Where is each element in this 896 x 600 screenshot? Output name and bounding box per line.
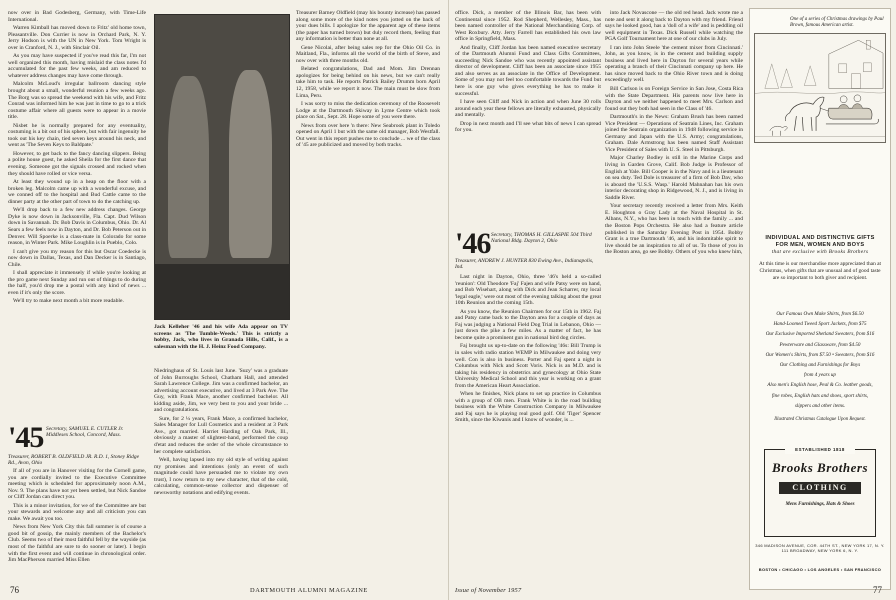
class-45-treasurer: Treasurer, ROBERT B. OLDFIELD JR. R.D. 1, Stoney Ridge Rd., Avon, Ohio [8,454,139,467]
right-column-1-lower [455,274,601,582]
left-col3-p7: I was sorry to miss the dedication ceremony of the Roosevelt Lodge at the Dartmouth Skiway in Lyme Centre which took place on Sat., Sept. 28. Hope some of you were there. [296,101,440,121]
ad-gift-item: slippers and other items. [794,402,846,409]
class-45-p3: News from New York City this fall summer is of course a good bit of gossip, the mainly members of the Bachelor's Club. Seems two of their most faithful fell by the wayside (as most of the faithful are sure to do sooner or later). I begin with the first event and will continue in chronological order. Jim MacPherson married Miss Ellen [8,524,146,564]
ad-address: 346 MADISON AVENUE, COR. 44TH ST., NEW YORK 17, N. Y. 111 BROADWAY, NEW YORK 6, N. Y. [755,543,885,554]
right-col2-p1: Last night in Dayton, Ohio, three '46's held a so-called 'reunion': Old Theodore 'Faj' Fajen and wife Patsy were on hand, and Bob Wisehart, along with Dick and Jean Scharrer, my local 'legal eagle,' were out most of the evening talking about the great 10th Reunion and the coming 15th. [455,274,601,307]
ad-gift-item: Our Clothing and Furnishings for Boys [779,362,861,369]
right-col3-p2: I ran into John Steele 'the cement mixer from Cincinnati.' John, as you know, is in the cement and building supply business and lived here in Dayton for several years while operating a branch of their Cincinnati company up here. He has since moved back to the Ohio River town and is doing exceedingly well. [605,44,743,84]
class-45-p1: If all of you are in Hanover visiting for the Cornell game, you are cordially invited to the Executive Committee meeting which is scheduled for approximately noon A.M., Nov. 9. The plans have not yet been settled, but Nick Sandoe or Cliff Jordan can direct you. [8,468,146,501]
left-col1-p3: As you may have suspected if you've read this far, I'm not well organized this month, having mislaid the class notes I'd accumulated for the past few weeks, and am reduced to whatever address changes may have come through. [8,53,146,79]
left-col3-p6: Belated congratulations, Dad and Mom. Jim Drennan apologizes for being behind on his news, but we can't really take him to task. He reports Patrick Bailey Drumm born April 12, 1958, while we report it now. The main must be slow from Lima, Peru. [296,66,440,99]
class-45-p2: This is a minor invitation, for we of the Committee are but your stewards and welcome any and all criticism you can make. We await you too. [8,502,146,522]
ad-gift-list [754,309,886,411]
clothing-banner: CLOTHING [779,482,861,494]
class-46-secretary: Secretary, THOMAS H. GILLASPIE 504 Third National Bldg. Dayton 2, Ohio [491,232,592,245]
left-col2-p4: We'll drop back to a few new address changes. George Dyke is now down in Jacksonville, Fla. Capt. Dud Wilson down in Savannah. Dr. Bob Davis in Columbus, Ohio. Dr. Al Sears a few feels now in Dayton, and Dr. Bob Peterson out in Denver. Will Spoerke is a class-mate in Colorado for some reason, in Winter Park. Mike Loughlin is in Pueblo, Colo. [8,207,146,247]
right-col1-p1: office. Dick, a member of the Illinois Bar, has been with Continental since 1952. Rod Shepherd, Wellesley, Mass., has been named controller of the National Merchandising Corp. of West Roxbury. Atty. Jerry Farrell has established his own law office in Springfield, Mass. [455,10,601,43]
ad-headline-line3: that are exclusive with Brooks Brothers [771,249,869,255]
ad-illustration-note: One of a series of Christmas drawings by Paul Brown, famous American artist. [790,17,884,28]
christmas-drawing [754,33,886,143]
left-col3-p4: Treasurer Barney Oldfield (may his bounty increase) has passed along some more of the kind notes you jotted on the back of your dues bills. I apologize for the apparent age of these items (the paper has turned brown) but duly record them, feeling that any information is better than none at all. [296,10,440,43]
left-col2-p3: At least they wound up in a heap on the floor with a broken leg. Malcolm came up with a wonderful excuse, and we conned off to the hospital and Bud Cattle came to the dinner party at the other part of town to do the catching up. [8,179,146,205]
left-col1-p2: Warren Kimball has moved down to Fritz' old home town, Pleasantville. Don Currier is now in Orchard Park, N. Y. Jerry Hodson is with the UN in New York. Tom Wright is over in Cranford, N. J., with Sinclair Oil. [8,25,146,51]
right-col3-p3: Bill Carlson is on Foreign Service in San Jose, Costa Rica with the State Department. His parents now live here in Dayton and we neither happened to meet Mrs. Carlson and found out they both had seen in the Class of '46. [605,86,743,112]
left-col2-p6: I shall appreciate it immensely if while you're looking at the pro game next Sunday and run out of things to do during the half, you'd drop me a postal with any kind of news ... even if it's only the score. [8,270,146,296]
left-column-1 [8,10,146,428]
left-col3-p2: Sure, for 2 ¼ years, Frank Mace, a confirmed bachelor, Sales Manager for Lull Cosmetics and a resident at 3 Park Ave., got married. Harriet Harding of Oak Park, Ill., obviously a master of slightest-hand, performed the coup d'etat and reduces the order of the whole circumstance to her complete satisfaction. [154,415,288,455]
right-col1-p2: And finally, Cliff Jordan has been named executive secretary of the Dartmouth Alumni Fund and Class Gifts Committees, succeeding Nick Sandoe who was recently appointed assistant director of development. Cliff has been an associate since 1955 and also serves as an associate in the Office of Development. Some of you may not feel too comfortable towards the Fund but here is one guy who gives everything he has to make it successful. [455,44,601,97]
ad-headline-line1: INDIVIDUAL AND DISTINCTIVE GIFTS [765,235,875,241]
ad-gift-item: Also men's English hose, Peal & Co. leather goods, [767,382,873,389]
left-column-1-lower [8,468,146,582]
ad-intro: At this time is our merchandise more appreciated than at Christmas, when gifts that are unusual and of good taste are so important to both giver and recipient. [759,261,881,282]
photo-caption: Jack Kelleher '46 and his wife Ada appear on TV screens as 'The Tumble-Weeds.' This is strictly a hobby, Jack, who lives in Granada Hills, Calif., is a salesman with the H. J. Heinz Food Company. [154,324,288,350]
ad-cities: BOSTON • CHICAGO • LOS ANGELES • SAN FRANCISCO [758,567,882,572]
established-label: ESTABLISHED 1818 [785,445,855,454]
brooks-brothers-logo [764,449,876,537]
right-page [448,0,896,600]
class-45-year: '45 [8,421,44,454]
right-col2-p3: Faj brought us up-to-date on the following '46s: Bill Trump is in sales with radio station WEMP in Milwaukee and doing very well. Con is also in business. Porter and Faj spent a night in Columbus with Nick and Scott Voris. Nick is an M.D. and is taking his residency in obstetrics and gynecology at Ohio State University Medical School and this year is working on a grant from the American Heart Association. [455,343,601,389]
left-col3-p5: Gene Nicolai, after being sales rep for the Ohio Oil Co. in Maitland, Fla., informs all the world of the birth of Steve, and now over with three months old. [296,44,440,64]
right-column-2 [605,10,743,582]
right-col3-p1: into Jack Novascone — the old red head. Jack wrote me a note and sent it along back to Dayton with my friend. Friend says he looked good, has a 'doll of a wife' and is peddling oil well equipment in Texas. Dick Russell while watching the PGA Golf Tournament here at one of our clubs in July. [605,10,743,43]
left-col2-p5: I can't give you my reason for this but Oscar Coedecke is now down in Dallas, Texas, and Dan Decker is in Santiago, Chile. [8,248,146,268]
left-column-3 [296,10,440,582]
ad-gift-item: fine robes, English hats and shoes, sport shirts, [771,392,869,399]
brooks-brothers-ad [749,8,891,590]
ad-gift-item: Pewterware and Glassware, from $4.50 [779,341,861,348]
right-col1-p4: Drop in next month and I'll see what bits of news I can spread for you. [455,120,601,134]
right-col2-p2: As you know, the Reunion Chairmen for our 15th in 1962. Faj and Patsy came back to the Dayton area for a couple of days as Faj was judging a National Field Dog Trial in Lebanon, Ohio — just down the pike a few miles. As a matter of fact, he has become quite a prominent gun in national bird dog circles. [455,308,601,341]
right-col1-p3: I have seen Cliff and Nick in action and when June 30 rolls around each year these fellows are literally exhausted, physically and mentally. [455,99,601,119]
ad-headline-line2: FOR MEN, WOMEN AND BOYS [775,242,865,248]
ad-headline [754,235,886,256]
page-number-left: 76 [10,585,19,595]
issue-date: Issue of November 1957 [455,587,522,594]
ad-catalogue-note: Illustrated Christmas Catalogue Upon Request. [774,417,866,422]
left-column-2-lower [154,368,288,582]
right-col3-p6: Your secretary recently received a letter from Mrs. Keith E. Houghton o Gray Lady at the Naval Hospital in St. Albans, N.Y., who has been in touch with the family ... and the Boston Pops Orchestra. He also had a feature article published in the Saturday Evening Post in 1954. Bobby Grant is a true Dartmouth '46, and his indomitable spirit to live should be an inspiration to all of us. To those of you in the Boston area, go see Bobby. Others of you who knew him, [605,203,743,256]
right-col2-p4: When he finishes, Nick plans to set up practice in Columbus with a group of OB men. Frank White is in the road building business with the White Construction Company in Milwaukee and Faj says he is playing real good golf. Old 'Tiger' Spencer Smith, since the Kiwanis and I know of wonder, is ... [455,391,601,424]
ad-gift-item: Our Women's Shirts, from $7.50 • Sweaters, from $16 [765,351,875,358]
ad-gift-item: Hand-Loomed Tweed Sport Jackets, from $75 [773,321,867,328]
photo-tumble-weeds [154,14,290,320]
right-col3-p5: Major Charley Bodley is still in the Marine Corps and living in Garden Grove, Calif. Bob Judge is Professor of English at Yale. Bill Cooper is in the Navy and is a lieutenant on sea duty. Ted Dole is treasurer of a firm of Bob Dav, who is aboard the 'U.S.S. Wasp.' Harold Mahnahan has his own interior decorating shop in Ridgewood, N. J., and is living in Saddle River. [605,155,743,201]
class-45-secretary: Secretary, SAMUEL E. CUTLER Jr. Middlesex School, Concord, Mass. [46,426,124,439]
right-col3-p4: Dartmouth's in the News: Graham Brush has been named Vice President — Operations of Seatrain Lines, Inc. Graham joined the Seatrain organization in 1948 following service in Germany and Japan with the U.S. Army; congratulations, Graham. Dale Armstrong has been named Staff Assistant Vice President of Sales with U. S. Steel in Pittsburgh. [605,114,743,153]
left-col3-p1: Niedringhaus of St. Louis last June. 'Suzy' was a graduate of John Burroughs School, Chatham Hall, and attended Sarah Lawrence College. Jim was a confirmed bachelor, an advertising account executive, and lived at 3 Park Ave. The Guy, with Frank Mace, another confirmed bachelor. All kidding aside, Jim, we very best to you and your bride ... and congratulations. [154,368,288,414]
class-46-year: '46 [455,227,491,260]
magazine-title: DARTMOUTH ALUMNI MAGAZINE [250,587,368,594]
right-column-1-upper [455,10,601,224]
left-col2-p1: Nisbet he is normally prepared for any eventuality, costuming is a bit out of his sphere, but with fair ingenuity he took out his key chain, tied seven keys around his neck, and went as 'The Seven Keys to Baldpate.' [8,122,146,149]
ad-gift-item: Our Famous Own Make Shirts, from $6.50 [776,311,864,317]
left-col1-lead: now over in Bad Godesberg, Germany, with Time-Life International. [8,10,146,23]
furnishings-line: Mens Furnishings, Hats & Shoes [785,502,855,507]
brand-name: Brooks Brothers [772,460,868,475]
sleigh-drawing-icon [755,34,885,142]
left-col3-p8: News from over here 'n there: New Seabrook plant in Toledo opened on April 1 but with the same old manager, Bob Westfall. Out went in this report pushes me to conclude ... we of the class of '45 are publicized and moved by both tracks. [296,122,440,149]
left-col3-p3: Well, having lapsed into my old style of writing against my promises and intentions (only an event of such magnitude could have persuaded me to violate my own trust), I now return to my new character, that of the cold, calculating, common-sense collector and dispenser of newsworthy notations and edifying events. [154,457,288,496]
ad-gift-item: Our Exclusive Imported Shetland Sweaters, from $16 [765,331,875,338]
class-46-treasurer: Treasurer, ANDREW J. HUNTER 830 Ewing Ave., Indianapolis, Ind. [455,258,594,271]
page-number-right: 77 [873,585,882,595]
ad-gift-item: from 4 years up [804,372,836,379]
left-col1-p4: Malcolm McLoud's irregular ballroom dancing style brought about a small, wonderful reunion a few weeks ago. The Borg was so spread the weekend with his wife, and Fritz Conrad was informed him he was just in time to go to a trick costume affair where all guests were to appear in a movie title. [8,81,146,121]
left-col2-p2: However, to get back to the fancy dancing slippers. Being a polite house guest, he asked Sheila for the first dance that evening. Someone got the signals crossed and rocked when they should have rolled or vice versa. [8,150,146,177]
left-col2-sig: We'll try to make next month a bit more readable. [13,298,124,305]
